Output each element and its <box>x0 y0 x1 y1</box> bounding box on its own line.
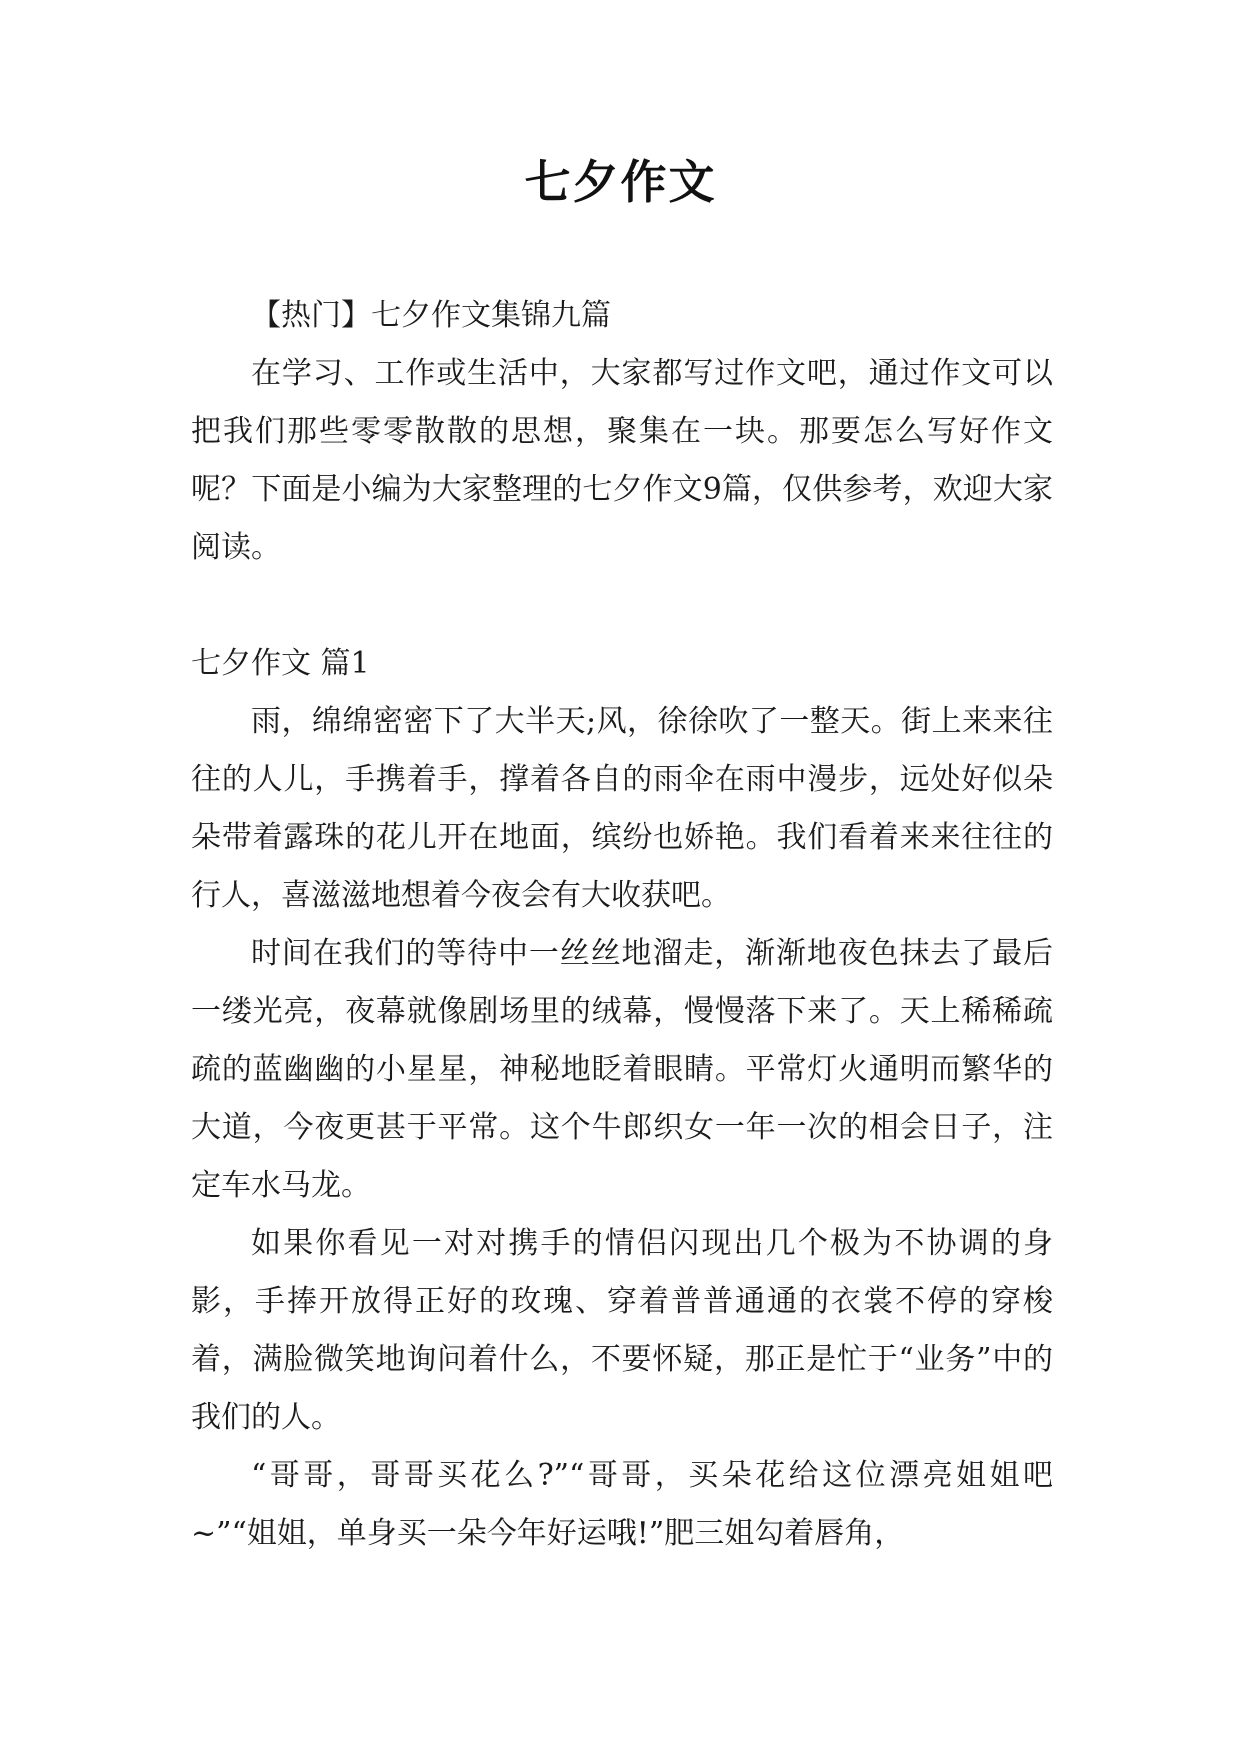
section-heading: 七夕作文 篇1 <box>191 646 370 681</box>
body-paragraph: 时间在我们的等待中一丝丝地溜走，渐渐地夜色抹去了最后一缕光亮，夜幕就像剧场里的绒幕，慢慢落下来了。天上稀稀疏疏的蓝幽幽的小星星，神秘地眨着眼睛。平常灯火通明而繁华的大道，今夜更甚于平常。这个牛郎织女一年一次的相会日子，注定车水马龙。 <box>191 936 1053 1203</box>
body-paragraph: “哥哥，哥哥买花么?”“哥哥，买朵花给这位漂亮姐姐吧~”“姐姐，单身买一朵今年好运哦!”肥三姐勾着唇角， <box>191 1458 1053 1551</box>
subtitle: 【热门】七夕作文集锦九篇 <box>251 298 611 333</box>
page-title: 七夕作文 <box>524 155 717 209</box>
intro-paragraph: 在学习、工作或生活中，大家都写过作文吧，通过作文可以把我们那些零零散散的思想，聚集在一块。那要怎么写好作文呢？下面是小编为大家整理的七夕作文9篇，仅供参考，欢迎大家阅读。 <box>191 356 1053 565</box>
body-paragraph: 雨，绵绵密密下了大半天;风，徐徐吹了一整天。街上来来往往的人儿，手携着手，撑着各自的雨伞在雨中漫步，远处好似朵朵带着露珠的花儿开在地面，缤纷也娇艳。我们看着来来往往的行人，喜滋滋地想着今夜会有大收获吧。 <box>191 704 1053 913</box>
body-paragraph: 如果你看见一对对携手的情侣闪现出几个极为不协调的身影，手捧开放得正好的玫瑰、穿着普普通通的衣裳不停的穿梭着，满脸微笑地询问着什么，不要怀疑，那正是忙于“业务”中的我们的人。 <box>191 1226 1053 1435</box>
document-body <box>191 287 1053 1563</box>
